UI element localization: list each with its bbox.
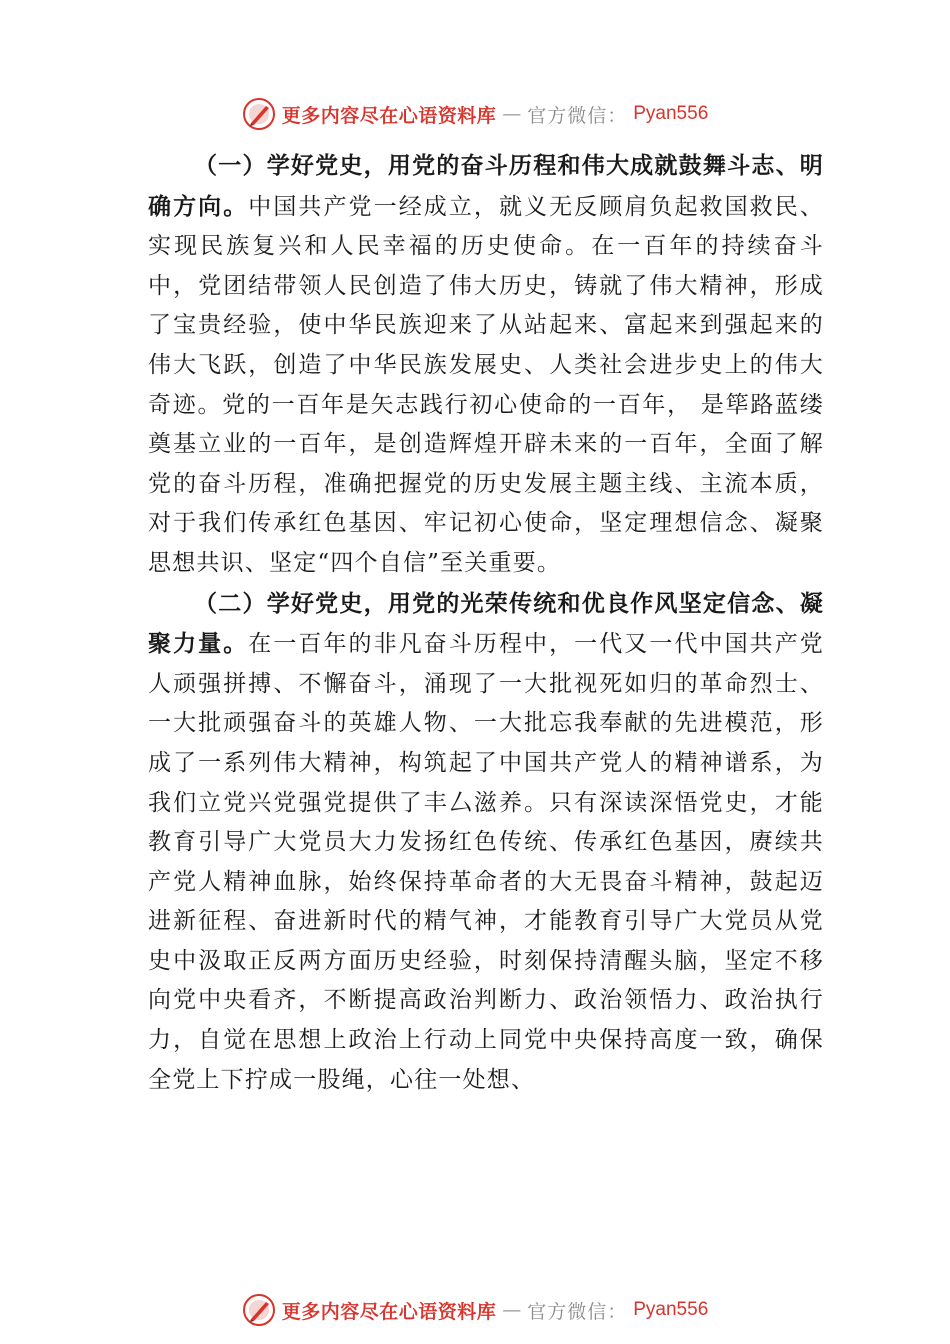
document-body: [148, 146, 824, 1100]
wechat-label: 官方微信：: [527, 104, 628, 127]
quill-pen-icon: [242, 1293, 276, 1327]
brand-name: 更多内容尽在心语资料库: [281, 1300, 497, 1323]
paragraph-1-heading: （一）学好党史，用党的奋斗历程和伟大成就鼓舞斗志、明确方向。: [148, 152, 824, 220]
paragraph-2: [148, 584, 824, 1101]
paragraph-1-text: 中国共产党一经成立，就义无反顾肩负起救国救民、实现民族复兴和人民幸福的历史使命。在一百年的持续奋斗中，党团结带领人民创造了伟大历史，铸就了伟大精神，形成了宝贵经验，使中华民族迎来了从站起来、富起来到强起来的伟大飞跃，创造了中华民族发展史、人类社会进步史上的伟大奇迹。党的一百年是矢志践行初心使命的一百年， 是筚路蓝缕奠基立业的一百年，是创造辉煌开辟未来的一百年，全面了解党的奋斗历程，准确把握党的历史发展主题主线、主流本质，对于我们传承红色基因、牢记初心使命，坚定理想信念、凝聚思想共识、坚定“四个自信”至关重要。: [148, 193, 824, 576]
separator-dash: —: [502, 103, 522, 125]
wechat-id: Pyan556: [633, 103, 709, 124]
wechat-label: 官方微信：: [527, 1300, 628, 1323]
paragraph-2-heading: （二）学好党史，用党的光荣传统和优良作风坚定信念、凝聚力量。: [148, 589, 824, 658]
header-watermark-banner: [0, 94, 950, 134]
quill-pen-icon: [242, 97, 276, 131]
paragraph-2-text: 在一百年的非凡奋斗历程中，一代又一代中国共产党人顽强拼搏、不懈奋斗，涌现了一大批视死如归的革命烈士、一大批顽强奋斗的英雄人物、一大批忘我奉献的先进模范，形成了一系列伟大精神，构筑起了中国共产党人的精神谱系，为我们立党兴党强党提供了丰⼛滋养。只有深读深悟党史，才能教育引导广大党员大力发扬红色传统、传承红色基因，赓续共产党人精神血脉，始终保持革命者的大无畏奋斗精神，鼓起迈进新征程、奋进新时代的精气神，才能教育引导广大党员从党史中汲取正反两方面历史经验，时刻保持清醒头脑，坚定不移向党中央看齐，不断提高政治判断力、政治领悟力、政治执行力，自觉在思想上政治上行动上同党中央保持高度一致，确保全党上下拧成一股绳，心往一处想、: [148, 631, 824, 1093]
paragraph-1: [148, 146, 824, 584]
brand-name: 更多内容尽在心语资料库: [281, 104, 497, 127]
separator-dash: —: [502, 1299, 522, 1321]
wechat-id: Pyan556: [633, 1299, 709, 1320]
footer-watermark-banner: [0, 1290, 950, 1330]
